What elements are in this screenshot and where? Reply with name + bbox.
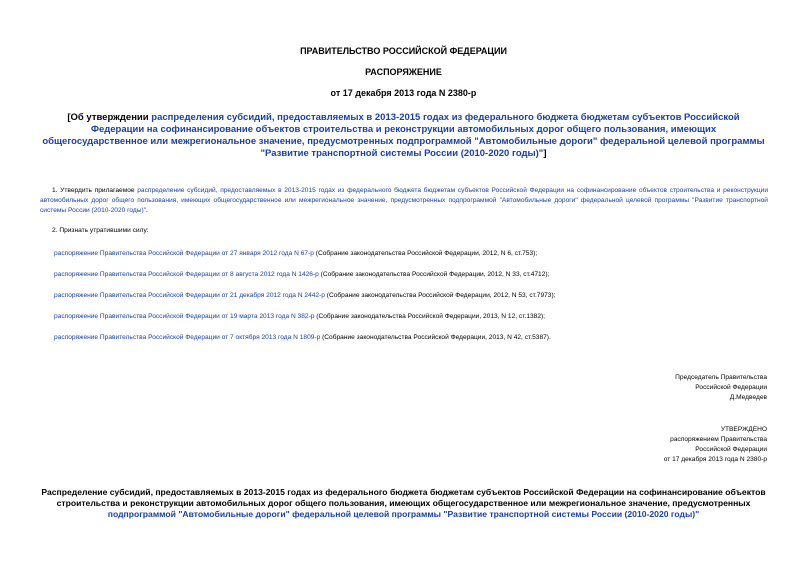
- repealed-item: [54, 270, 774, 280]
- repealed-source: (Собрание законодательства Российской Федерации, 2013, N 12, ст.1382);: [314, 313, 546, 320]
- approval-line: Российской Федерации: [695, 446, 767, 453]
- paragraph-1-link[interactable]: распределение субсидий, предоставляемых в 2013-2015 годах из федерального бюджета бюджетам субъектов Российской Федерации на софинансирование объектов строительства и реконструкции автомобильных дорог общего пользования, имеющих общегосударственное или межрегиональное значение, предусмотренных подпрограммой "Автомобильные дороги" федеральной целевой программы "Развитие транспортной системы России (2010-2020 годы)": [40, 187, 769, 214]
- repealed-item: [54, 312, 774, 322]
- signature-block: [467, 373, 767, 403]
- distribution-title-link[interactable]: подпрограммой "Автомобильные дороги" федеральной целевой программы "Развитие транспортной системы России (2010-2020 годы)": [107, 509, 700, 519]
- title-suffix: ]: [543, 148, 547, 159]
- signature-name: Д.Медведев: [729, 394, 767, 401]
- signature-position: Председатель Правительства: [675, 374, 767, 381]
- document-type-heading: РАСПОРЯЖЕНИЕ: [365, 67, 442, 77]
- repealed-item: [54, 333, 774, 343]
- repealed-link[interactable]: распоряжение Правительства Российской Федерации от 8 августа 2012 года N 1426-р: [54, 271, 319, 278]
- approval-line: распоряжением Правительства: [670, 436, 767, 443]
- paragraph-1: [40, 186, 768, 216]
- paragraph-1-suffix: .: [146, 207, 148, 214]
- document-title: [40, 112, 767, 160]
- government-heading: ПРАВИТЕЛЬСТВО РОССИЙСКОЙ ФЕДЕРАЦИИ: [300, 46, 507, 56]
- repealed-source: (Собрание законодательства Российской Федерации, 2013, N 42, ст.5387).: [320, 334, 551, 341]
- title-prefix: [Об утверждении: [67, 112, 152, 123]
- approval-heading: УТВЕРЖДЕНО: [720, 426, 767, 433]
- distribution-title-text: Распределение субсидий, предоставляемых в 2013-2015 годах из федерального бюджета бюджетам субъектов Российской Федерации на софинансирование объектов строительства и реконструкции автомобильных дорог общего пользования, имеющих общегосударственное или межрегиональное значение, предусмотренных: [41, 487, 766, 508]
- title-link[interactable]: распределения субсидий, предоставляемых в 2013-2015 годах из федерального бюджета бюджетам субъектов Российской Федерации на софинансирование объектов строительства и реконструкции автомобильных дорог общего пользования, имеющих общегосударственное или межрегиональное значение, предусмотренных подпрограммой "Автомобильные дороги" федеральной целевой программы "Развитие транспортной системы России (2010-2020 годы)": [42, 112, 765, 159]
- repealed-link[interactable]: распоряжение Правительства Российской Федерации от 21 декабря 2012 года N 2442-р: [54, 292, 325, 299]
- repealed-source: (Собрание законодательства Российской Федерации, 2012, N 53, ст.7973);: [324, 292, 556, 299]
- document-date-number: от 17 декабря 2013 года N 2380-р: [330, 88, 477, 98]
- repealed-source: (Собрание законодательства Российской Федерации, 2012, N 6, ст.753);: [313, 250, 538, 257]
- repealed-item: [54, 291, 774, 301]
- signature-country: Российской Федерации: [695, 384, 767, 391]
- repealed-item: [54, 249, 774, 259]
- repealed-link[interactable]: распоряжение Правительства Российской Федерации от 19 марта 2013 года N 382-р: [54, 313, 315, 320]
- paragraph-2: 2. Признать утратившими силу:: [52, 227, 149, 234]
- repealed-source: (Собрание законодательства Российской Федерации, 2012, N 33, ст.4712);: [318, 271, 550, 278]
- distribution-title: [40, 487, 767, 520]
- approval-block: [467, 425, 767, 465]
- approval-date: от 17 декабря 2013 года N 2380-р: [663, 456, 767, 463]
- repealed-link[interactable]: распоряжение Правительства Российской Федерации от 27 января 2012 года N 67-р: [54, 250, 314, 257]
- repealed-link[interactable]: распоряжение Правительства Российской Федерации от 7 октября 2013 года N 1809-р: [54, 334, 321, 341]
- paragraph-1-prefix: 1. Утвердить прилагаемое: [52, 187, 138, 194]
